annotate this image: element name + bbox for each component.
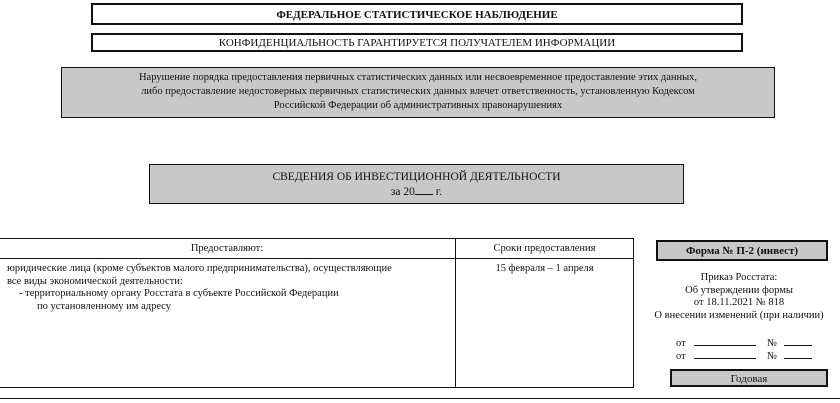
amendment-date-field[interactable] <box>694 348 756 359</box>
header-providers: Предоставляют: <box>190 243 264 254</box>
report-year <box>150 184 683 199</box>
amendment-number-field[interactable] <box>784 335 812 346</box>
providers-cell <box>7 263 447 313</box>
bullet-mark: - <box>19 288 23 299</box>
submission-table <box>0 238 634 388</box>
report-title: СВЕДЕНИЯ ОБ ИНВЕСТИЦИОННОЙ ДЕЯТЕЛЬНОСТИ <box>272 171 561 183</box>
year-prefix: за 20 <box>390 186 415 198</box>
amendment-row <box>676 335 836 348</box>
number-label: № <box>766 351 777 362</box>
form-number: Форма № П-2 (инвест) <box>656 240 828 261</box>
amendment-number-field[interactable] <box>784 348 812 359</box>
provider-text: юридические лица (кроме субъектов малого предпринимательства), осуществляющие <box>7 263 392 274</box>
provider-text: все виды экономической деятельности: <box>7 275 183 287</box>
amendment-row <box>676 348 836 361</box>
column-divider <box>455 239 456 387</box>
order-line: Приказ Росстата: <box>700 272 778 283</box>
from-label: от <box>676 351 686 362</box>
header-deadlines: Сроки предоставления <box>493 243 596 254</box>
periodicity-badge: Годовая <box>670 369 828 387</box>
observation-header: ФЕДЕРАЛЬНОЕ СТАТИСТИЧЕСКОЕ НАБЛЮДЕНИЕ <box>91 3 743 25</box>
provider-bullet <box>7 288 447 301</box>
bullet-text-continued: по установленному им адресу <box>37 300 172 312</box>
legal-warning <box>61 67 775 118</box>
warning-line: либо предоставление недостоверных первичных статистических данных влечет ответственность, установленную Кодексом <box>141 86 695 97</box>
deadline-cell: 15 февраля – 1 апреля <box>495 263 594 274</box>
report-title-box <box>149 164 684 204</box>
order-line: от 18.11.2021 № 818 <box>693 297 785 308</box>
year-suffix: г. <box>435 186 443 198</box>
order-line: О внесении изменений (при наличии) <box>654 309 824 321</box>
bullet-text: территориальному органу Росстата в субъекте Российской Федерации <box>25 288 339 299</box>
number-label: № <box>766 338 777 349</box>
confidentiality-header: КОНФИДЕНЦИАЛЬНОСТЬ ГАРАНТИРУЕТСЯ ПОЛУЧАТЕЛЕМ ИНФОРМАЦИИ <box>91 33 743 52</box>
warning-line: Нарушение порядка предоставления первичных статистических данных или несвоевременное предоставление этих данных, <box>138 72 698 83</box>
bottom-rule <box>0 398 840 399</box>
amendment-date-field[interactable] <box>694 335 756 346</box>
from-label: от <box>676 338 686 349</box>
warning-line: Российской Федерации об административных правонарушениях <box>273 100 563 111</box>
order-info <box>640 272 838 322</box>
year-field[interactable] <box>415 184 433 195</box>
order-line: Об утверждении формы <box>685 284 793 296</box>
